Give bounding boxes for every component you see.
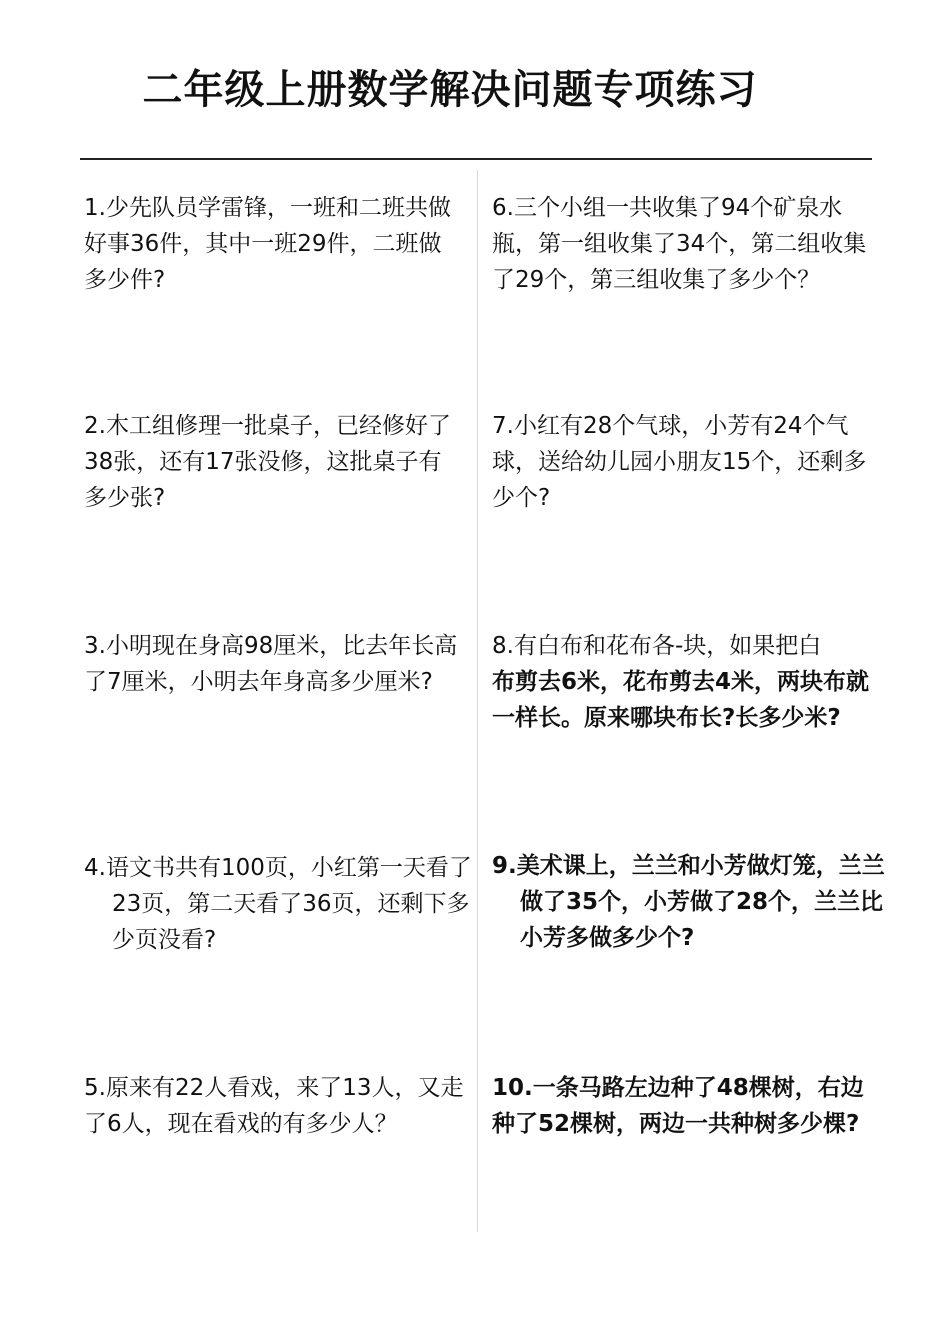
question-4: 4.语文书共有100页，小红第一天看了23页，第二天看了36页，还剩下多少页没看? <box>84 855 472 953</box>
question-3: 3.小明现在身高98厘米，比去年长高了7厘米，小明去年身高多少厘米? <box>84 633 458 695</box>
question-8 <box>492 628 872 736</box>
title-underline <box>80 158 872 160</box>
page-title: 二年级上册数学解决问题专项练习 <box>142 67 758 113</box>
question-8-rest: 布剪去6米，花布剪去4米，两块布就一样长。原来哪块布长?长多少米? <box>492 669 870 731</box>
column-divider <box>477 170 478 1232</box>
question-10: 10.一条马路左边种了48棵树，右边种了52棵树，两边一共种树多少棵? <box>492 1075 864 1137</box>
question-5: 5.原来有22人看戏，来了13人，又走了6人，现在看戏的有多少人？ <box>84 1075 464 1137</box>
question-6: 6.三个小组一共收集了94个矿泉水瓶，第一组收集了34个，第二组收集了29个，第三组收集了多少个？ <box>492 195 867 293</box>
question-9: 9.美术课上，兰兰和小芳做灯笼，兰兰做了35个，小芳做了28个，兰兰比小芳多做多少个? <box>492 853 885 951</box>
question-8-first-line: 8.有白布和花布各-块，如果把白 <box>492 633 822 659</box>
question-1: 1.少先队员学雷锋，一班和二班共做好事36件，其中一班29件，二班做多少件? <box>84 195 451 293</box>
question-2: 2.木工组修理一批桌子，已经修好了38张，还有17张没修，这批桌子有多少张? <box>84 413 451 511</box>
question-7: 7.小红有28个气球，小芳有24个气球，送给幼儿园小朋友15个，还剩多少个? <box>492 413 867 511</box>
